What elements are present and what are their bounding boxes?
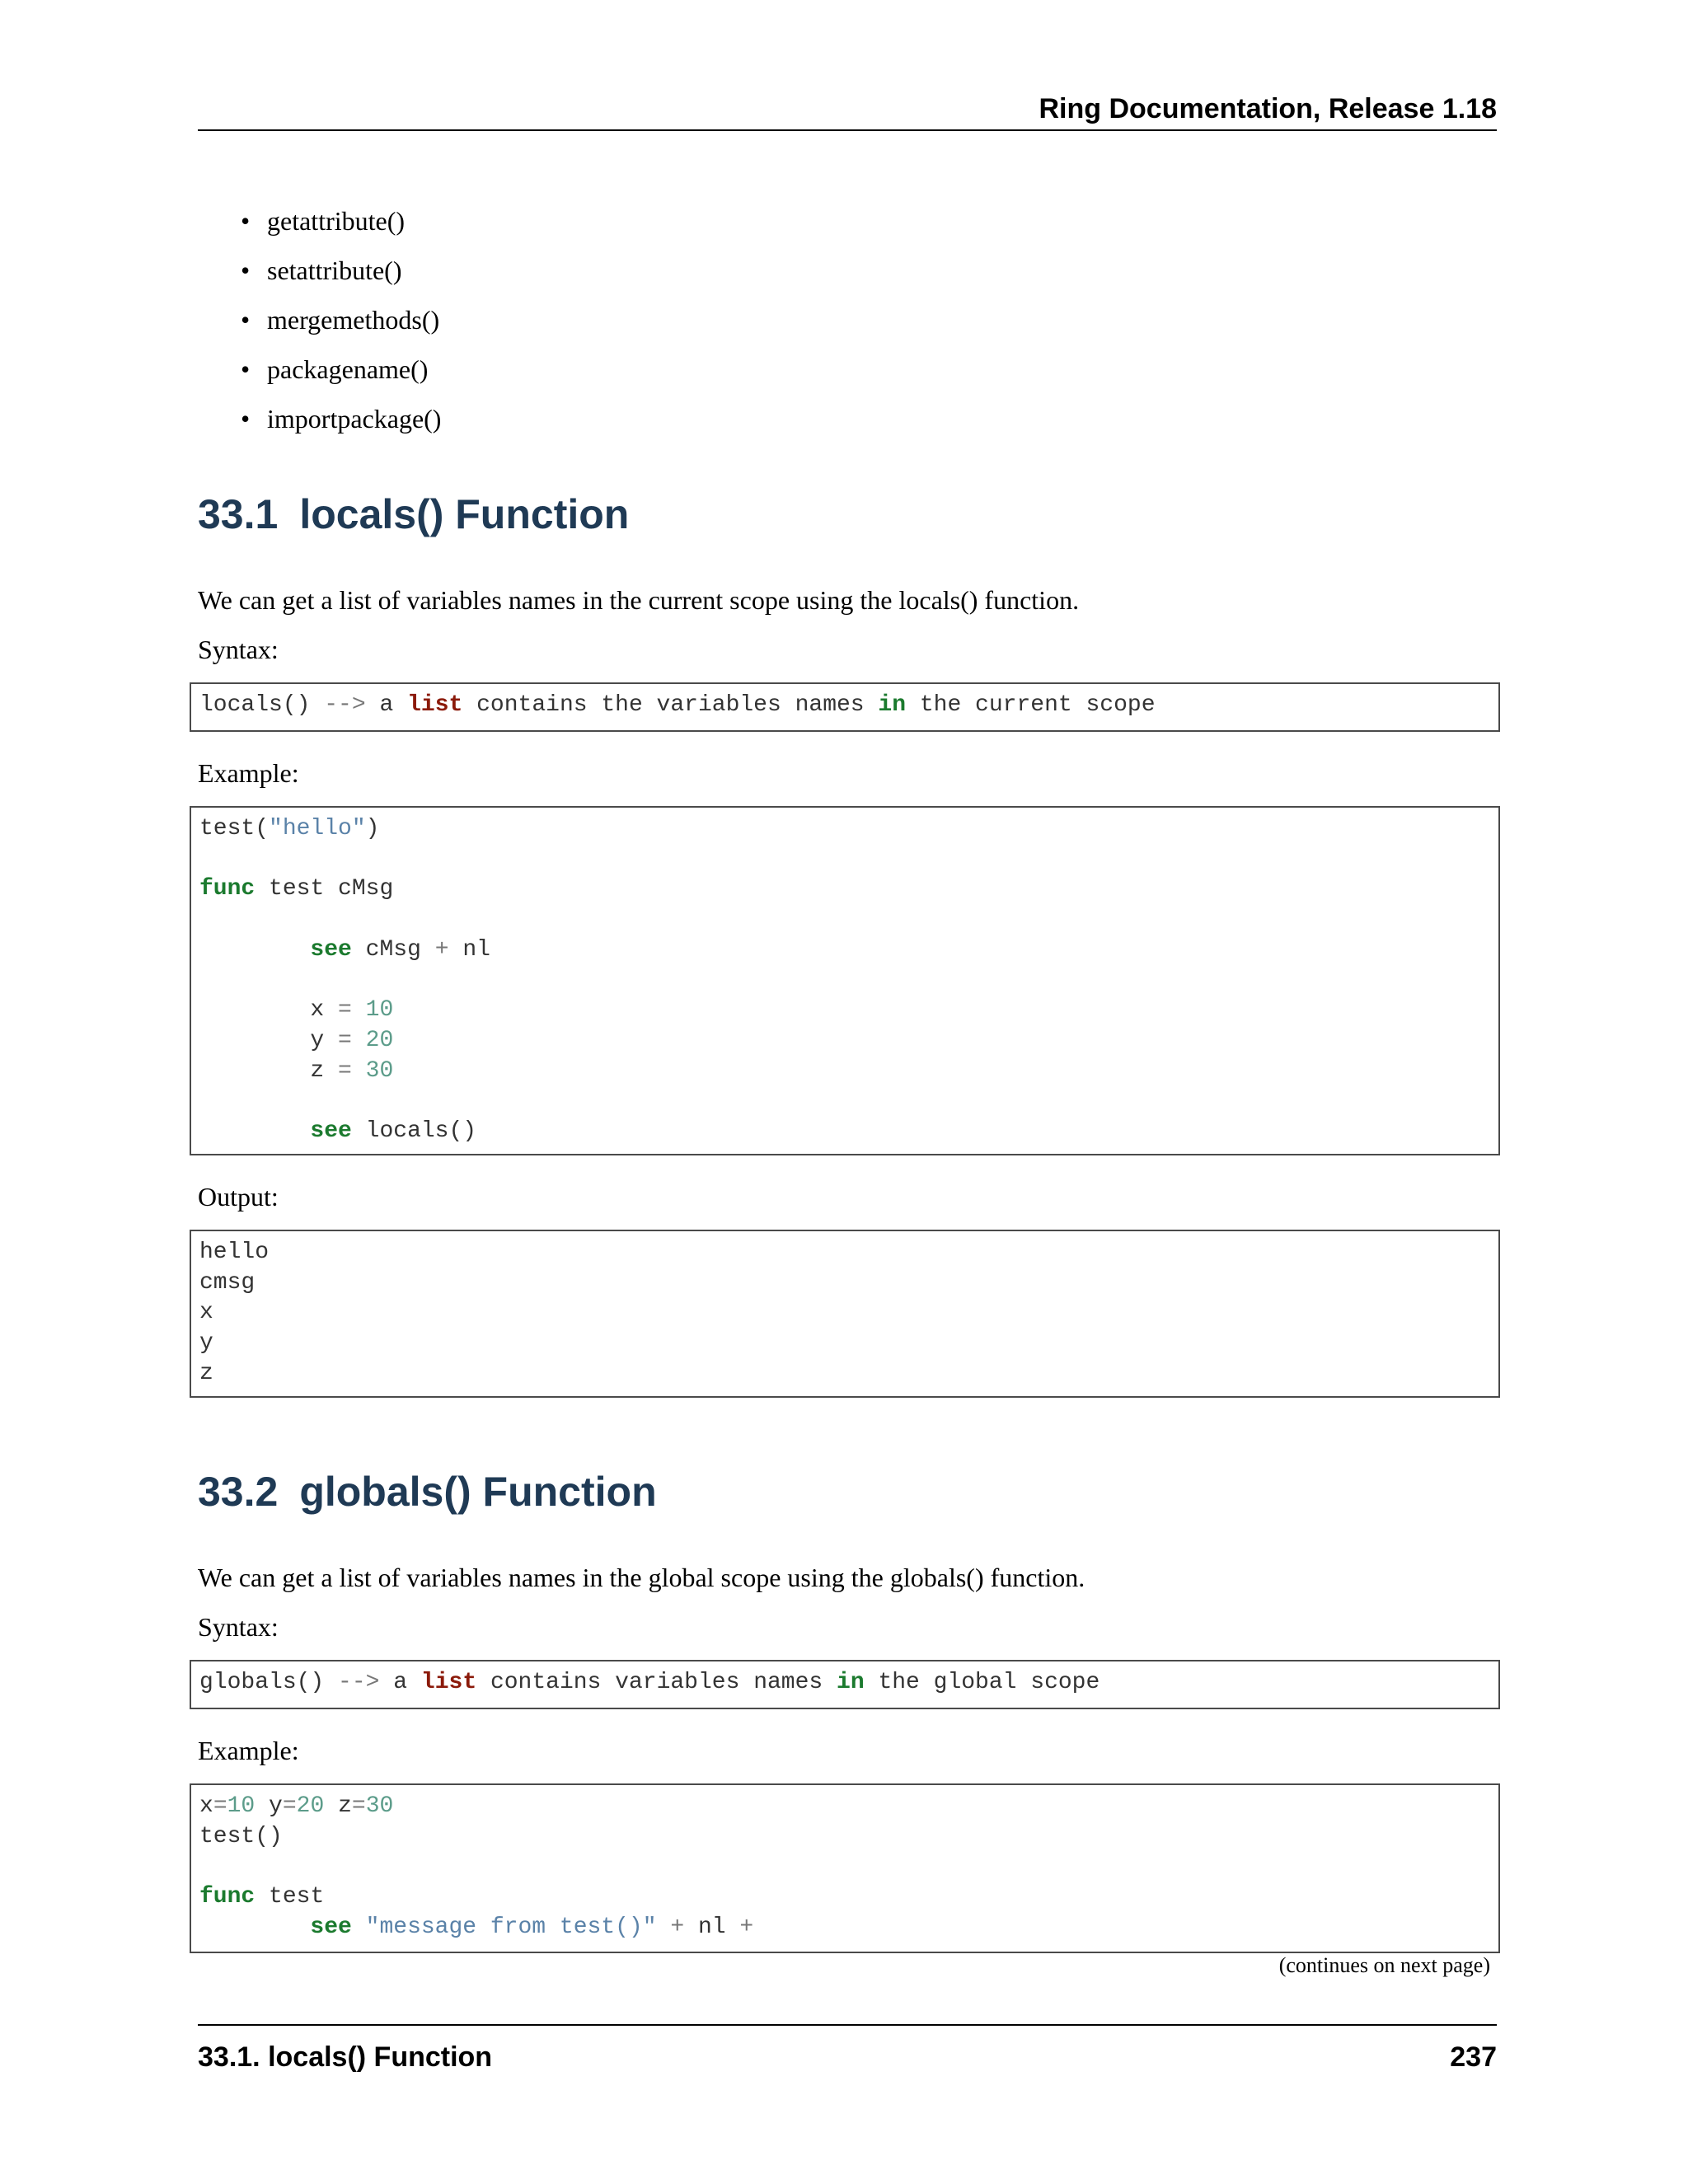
bullet-icon: • xyxy=(241,206,251,236)
syntax-code-block: globals() --> a list contains variables names in the global scope xyxy=(190,1660,1500,1709)
example-label: Example: xyxy=(198,758,299,788)
output-label: Output: xyxy=(198,1182,279,1212)
bullet-icon: • xyxy=(241,255,251,285)
section-title: globals() Function xyxy=(299,1469,657,1515)
list-item xyxy=(241,246,441,295)
output-code-block: hello cmsg x y z xyxy=(190,1230,1500,1398)
list-item-label: importpackage() xyxy=(267,404,442,434)
bullet-icon: • xyxy=(241,354,251,384)
list-item xyxy=(241,344,441,394)
syntax-label: Syntax: xyxy=(198,1612,279,1642)
function-list xyxy=(241,196,441,443)
paragraph-intro: We can get a list of variables names in the current scope using the locals() function. xyxy=(198,585,1080,615)
header-rule xyxy=(198,129,1497,131)
list-item-label: packagename() xyxy=(267,354,429,384)
example-code-block: x=10 y=20 z=30 test() func test see "message from test()" + nl + xyxy=(190,1783,1500,1953)
page-number: 237 xyxy=(1450,2041,1497,2073)
running-footer xyxy=(198,2041,1497,2074)
section-heading-locals xyxy=(198,490,629,539)
bullet-icon: • xyxy=(241,404,251,434)
example-code-block: test("hello") func test cMsg see cMsg + nl x = 10 y = 20 z = 30 see locals() xyxy=(190,806,1500,1155)
running-header: Ring Documentation, Release 1.18 xyxy=(1039,93,1497,124)
section-heading-globals xyxy=(198,1467,657,1516)
continues-note: (continues on next page) xyxy=(1278,1953,1490,1977)
list-item-label: getattribute() xyxy=(267,206,406,236)
list-item xyxy=(241,196,441,246)
list-item-label: setattribute() xyxy=(267,255,402,285)
list-item-label: mergemethods() xyxy=(267,305,440,335)
section-title: locals() Function xyxy=(299,491,630,537)
bullet-icon: • xyxy=(241,305,251,335)
section-number: 33.1 xyxy=(198,491,279,537)
syntax-label: Syntax: xyxy=(198,635,279,664)
footer-rule xyxy=(198,2024,1497,2026)
syntax-code-block: locals() --> a list contains the variables names in the current scope xyxy=(190,682,1500,732)
paragraph-intro: We can get a list of variables names in the global scope using the globals() function. xyxy=(198,1563,1085,1592)
example-label: Example: xyxy=(198,1736,299,1765)
section-number: 33.2 xyxy=(198,1469,279,1515)
footer-section: 33.1. locals() Function xyxy=(198,2041,493,2073)
list-item xyxy=(241,394,441,443)
list-item xyxy=(241,295,441,344)
